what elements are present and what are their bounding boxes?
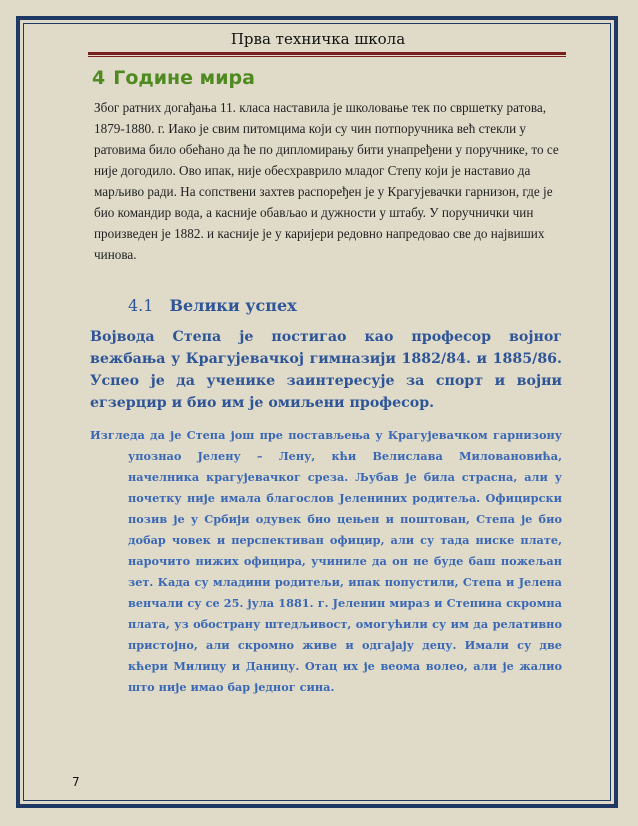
section-number: 4 — [92, 67, 106, 89]
section-heading — [92, 67, 255, 89]
subsection-number: 4.1 — [128, 296, 154, 315]
section-title: Године мира — [113, 67, 255, 89]
subsection-lead: Војвода Степа је постигао као професор војног вежбања у Крагујевачкој гимназији 1882/84. и 1885/86. Успео је да ученике заинтересује за спорт и војни егзерцир и био им је омиљени професор. — [90, 329, 562, 411]
header-rule-thin — [88, 56, 566, 57]
subsection-heading — [128, 296, 297, 315]
page-header: Прва техничка школа — [230, 30, 406, 48]
subsection-paragraph: Изгледа да је Степа још пре постављења у Крагујевачком гарнизону упознао Јелену – Лену, кћи Велислава Миловановића, начелника крагујевачког среза. Љубав је била страсна, али у почетку није имала благослов Јелениних родитеља. Официрски позив је у Србији одувек био цењен и поштован, Степа је био добар човек и перспективан официр, али су тада ниске плате, нарочито нижих официра, учиниле да он не буде баш пожељан зет. Када су младини родитељи, ипак попустили, Степа и Јелена венчали су се 25. јула 1881. г. Јеленин мираз и Степина скромна плата, уз обострану штедљивост, омогућили су им да релативно пристојно, али скромно живе и одгајају децу. Имали су две кћери Милицу и Даницу. Отац их је веома волео, али је жалио што није имао бар једног сина. — [90, 428, 562, 694]
header-rule — [88, 52, 566, 55]
page-number: 7 — [72, 775, 80, 789]
section-paragraph: Због ратних догађања 11. класа наставила је школовање тек по свршетку ратова, 1879-1880. г. Иако је свим питомцима који су чин потпоручника већ стекли у ратовима било обећано да ће по дипломирању бити унапређени у поручнике, то се није догодило. Ово ипак, није обесхраврило младог Степу који је наставио да марљиво ради. На сопствени захтев распоређен је у Крагујевачки гарнизон, где је био командир вода, а касније обављао и дужности у штабу. У поручнички чин произведен је 1882. и касније је у каријери редовно напредовао све до највиших чинова. — [94, 100, 559, 262]
subsection-title: Велики успех — [169, 296, 297, 315]
